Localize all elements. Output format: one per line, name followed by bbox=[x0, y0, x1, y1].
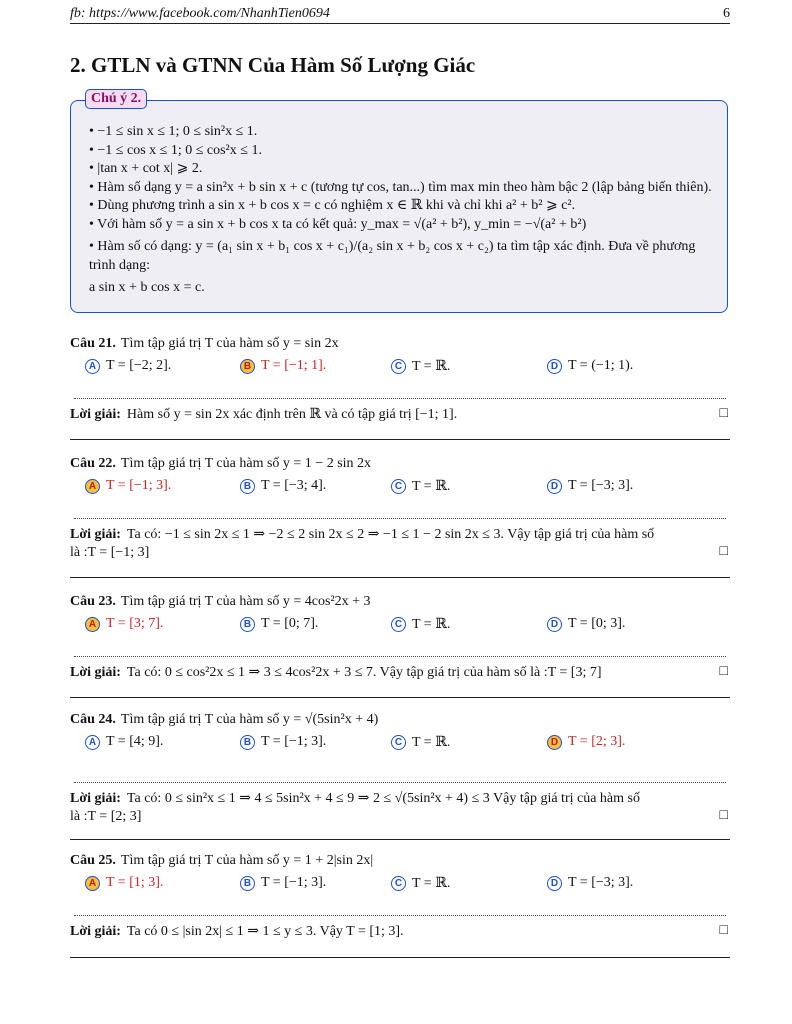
solution-text-continued: là :T = [−1; 3] bbox=[70, 545, 150, 560]
option-text: T = [−1; 1]. bbox=[261, 358, 327, 373]
solution bbox=[70, 526, 730, 562]
answer-option-d[interactable] bbox=[547, 875, 633, 891]
dotted-separator bbox=[74, 782, 726, 783]
note-tag: Chú ý 2. bbox=[85, 89, 147, 109]
option-text: T = [−3; 3]. bbox=[568, 875, 634, 890]
answer-option-d[interactable] bbox=[547, 478, 633, 494]
dotted-separator bbox=[74, 915, 726, 916]
note-line: • Với hàm số y = a sin x + b cos x ta có kết quả: y_max = √(a² + b²), y_min = −√(a² + b²) bbox=[89, 216, 587, 232]
solution-text: Ta có: 0 ≤ cos²2x ≤ 1 ⇒ 3 ≤ 4cos²2x + 3 ≤ 7. Vậy tập giá trị của hàm số là :T = [3; 7] bbox=[126, 665, 602, 680]
note-line: a sin x + b cos x = c. bbox=[89, 280, 205, 295]
note-line: • Hàm số có dạng: y = (a₁ sin x + b₁ cos x + c₁)/(a₂ sin x + b₂ cos x + c₂) ta tìm tập xác định. Đưa về phương trình dạng: bbox=[89, 239, 696, 273]
option-key-badge: C bbox=[391, 359, 406, 374]
solution-text: Ta có: 0 ≤ sin²x ≤ 1 ⇒ 4 ≤ 5sin²x + 4 ≤ 9 ⇒ 2 ≤ √(5sin²x + 4) ≤ 3 Vậy tập giá trị của hàm số bbox=[126, 791, 640, 806]
question-divider bbox=[70, 957, 730, 958]
option-text: T = [1; 3]. bbox=[106, 875, 164, 890]
answer-option-a[interactable] bbox=[85, 616, 163, 632]
question-label: Câu 25. bbox=[70, 853, 116, 868]
question-stem bbox=[70, 712, 378, 728]
question-text: Tìm tập giá trị T của hàm số y = 1 − 2 sin 2x bbox=[120, 456, 372, 471]
question-label: Câu 23. bbox=[70, 594, 116, 609]
note-line: • −1 ≤ cos x ≤ 1; 0 ≤ cos²x ≤ 1. bbox=[89, 142, 262, 158]
question-stem bbox=[70, 456, 371, 472]
answer-option-b[interactable] bbox=[240, 875, 326, 891]
option-text: T = ℝ. bbox=[412, 876, 451, 891]
option-key-badge: D bbox=[547, 876, 562, 891]
option-key-badge: D bbox=[547, 617, 562, 632]
dotted-separator bbox=[74, 518, 726, 519]
solution-label: Lời giải: bbox=[70, 527, 121, 542]
solution-label: Lời giải: bbox=[70, 665, 121, 680]
answer-option-a[interactable] bbox=[85, 734, 163, 750]
question-label: Câu 24. bbox=[70, 712, 116, 727]
option-key-badge: A bbox=[85, 876, 100, 891]
option-text: T = ℝ. bbox=[412, 735, 451, 750]
option-text: T = [0; 7]. bbox=[261, 616, 319, 631]
dotted-separator bbox=[74, 656, 726, 657]
solution-label: Lời giải: bbox=[70, 924, 121, 939]
section-title: 2. GTLN và GTNN Của Hàm Số Lượng Giác bbox=[70, 53, 476, 77]
option-key-badge: C bbox=[391, 479, 406, 494]
header-facebook-link[interactable]: fb: https://www.facebook.com/NhanhTien0694 bbox=[70, 6, 330, 21]
note-line: • Dùng phương trình a sin x + b cos x = c có nghiệm x ∈ ℝ khi và chỉ khi a² + b² ⩾ c². bbox=[89, 198, 576, 213]
option-key-badge: D bbox=[547, 479, 562, 494]
answer-option-d[interactable] bbox=[547, 734, 625, 750]
note-line: • −1 ≤ sin x ≤ 1; 0 ≤ sin²x ≤ 1. bbox=[89, 124, 258, 139]
solution bbox=[70, 664, 730, 682]
option-key-badge: A bbox=[85, 735, 100, 750]
option-key-badge: B bbox=[240, 876, 255, 891]
note-body bbox=[89, 123, 713, 298]
qed-box-icon: □ bbox=[719, 808, 728, 823]
solution-text: Ta có 0 ≤ |sin 2x| ≤ 1 ⇒ 1 ≤ y ≤ 3. Vậy T = [1; 3]. bbox=[126, 924, 404, 939]
option-key-badge: B bbox=[240, 617, 255, 632]
answer-option-a[interactable] bbox=[85, 358, 171, 374]
answer-option-c[interactable] bbox=[391, 478, 450, 495]
option-text: T = [3; 7]. bbox=[106, 616, 164, 631]
solution-text-continued: là :T = [2; 3] bbox=[70, 809, 142, 824]
answer-options bbox=[85, 358, 725, 378]
answer-option-b[interactable] bbox=[240, 616, 318, 632]
solution-label: Lời giải: bbox=[70, 407, 121, 422]
answer-option-c[interactable] bbox=[391, 616, 450, 633]
option-key-badge: A bbox=[85, 479, 100, 494]
option-key-badge: C bbox=[391, 735, 406, 750]
question-divider bbox=[70, 839, 730, 840]
option-key-badge: A bbox=[85, 359, 100, 374]
option-text: T = [−1; 3]. bbox=[106, 478, 172, 493]
answer-option-c[interactable] bbox=[391, 875, 450, 892]
question-text: Tìm tập giá trị T của hàm số y = 4cos²2x + 3 bbox=[120, 594, 371, 609]
qed-box-icon: □ bbox=[719, 923, 728, 938]
option-text: T = (−1; 1). bbox=[568, 358, 634, 373]
question-divider bbox=[70, 439, 730, 440]
option-text: T = [−3; 3]. bbox=[568, 478, 634, 493]
answer-option-c[interactable] bbox=[391, 734, 450, 751]
qed-box-icon: □ bbox=[719, 664, 728, 679]
answer-options bbox=[85, 478, 725, 498]
solution-text: Ta có: −1 ≤ sin 2x ≤ 1 ⇒ −2 ≤ 2 sin 2x ≤ 2 ⇒ −1 ≤ 1 − 2 sin 2x ≤ 3. Vậy tập giá trị của hàm số bbox=[126, 527, 655, 542]
option-key-badge: B bbox=[240, 735, 255, 750]
option-key-badge: C bbox=[391, 617, 406, 632]
solution-text: Hàm số y = sin 2x xác định trên ℝ và có tập giá trị [−1; 1]. bbox=[126, 407, 458, 422]
answer-option-a[interactable] bbox=[85, 875, 163, 891]
solution-label: Lời giải: bbox=[70, 791, 121, 806]
question-divider bbox=[70, 697, 730, 698]
option-key-badge: C bbox=[391, 876, 406, 891]
qed-box-icon: □ bbox=[719, 544, 728, 559]
option-text: T = [2; 3]. bbox=[568, 734, 626, 749]
answer-option-d[interactable] bbox=[547, 358, 633, 374]
question-stem bbox=[70, 853, 373, 869]
solution bbox=[70, 790, 730, 826]
option-text: T = [4; 9]. bbox=[106, 734, 164, 749]
question-text: Tìm tập giá trị T của hàm số y = √(5sin²x + 4) bbox=[120, 712, 379, 727]
option-text: T = [−1; 3]. bbox=[261, 875, 327, 890]
question-stem bbox=[70, 594, 371, 610]
answer-option-c[interactable] bbox=[391, 358, 450, 375]
note-line: • Hàm số dạng y = a sin²x + b sin x + c (tương tự cos, tan...) tìm max min theo hàm bậc 2 (lập bảng biến thiên). bbox=[89, 179, 712, 195]
answer-option-d[interactable] bbox=[547, 616, 625, 632]
option-text: T = ℝ. bbox=[412, 617, 451, 632]
option-text: T = [−2; 2]. bbox=[106, 358, 172, 373]
question-label: Câu 22. bbox=[70, 456, 116, 471]
question-text: Tìm tập giá trị T của hàm số y = sin 2x bbox=[120, 336, 339, 351]
answer-options bbox=[85, 734, 725, 754]
answer-options bbox=[85, 616, 725, 636]
question-stem bbox=[70, 336, 339, 352]
solution bbox=[70, 923, 730, 941]
note-box bbox=[70, 91, 728, 313]
solution bbox=[70, 406, 730, 424]
option-key-badge: A bbox=[85, 617, 100, 632]
question-text: Tìm tập giá trị T của hàm số y = 1 + 2|sin 2x| bbox=[120, 853, 374, 868]
option-text: T = ℝ. bbox=[412, 359, 451, 374]
option-key-badge: B bbox=[240, 359, 255, 374]
question-label: Câu 21. bbox=[70, 336, 116, 351]
qed-box-icon: □ bbox=[719, 406, 728, 421]
dotted-separator bbox=[74, 398, 726, 399]
answer-option-b[interactable] bbox=[240, 358, 326, 374]
option-text: T = ℝ. bbox=[412, 479, 451, 494]
page-header bbox=[70, 6, 730, 24]
option-text: T = [0; 3]. bbox=[568, 616, 626, 631]
answer-option-a[interactable] bbox=[85, 478, 171, 494]
option-text: T = [−3; 4]. bbox=[261, 478, 327, 493]
option-key-badge: D bbox=[547, 735, 562, 750]
answer-options bbox=[85, 875, 725, 895]
answer-option-b[interactable] bbox=[240, 478, 326, 494]
option-key-badge: D bbox=[547, 359, 562, 374]
note-line: • |tan x + cot x| ⩾ 2. bbox=[89, 161, 203, 176]
page-number: 6 bbox=[723, 6, 730, 21]
option-key-badge: B bbox=[240, 479, 255, 494]
question-divider bbox=[70, 577, 730, 578]
option-text: T = [−1; 3]. bbox=[261, 734, 327, 749]
answer-option-b[interactable] bbox=[240, 734, 326, 750]
